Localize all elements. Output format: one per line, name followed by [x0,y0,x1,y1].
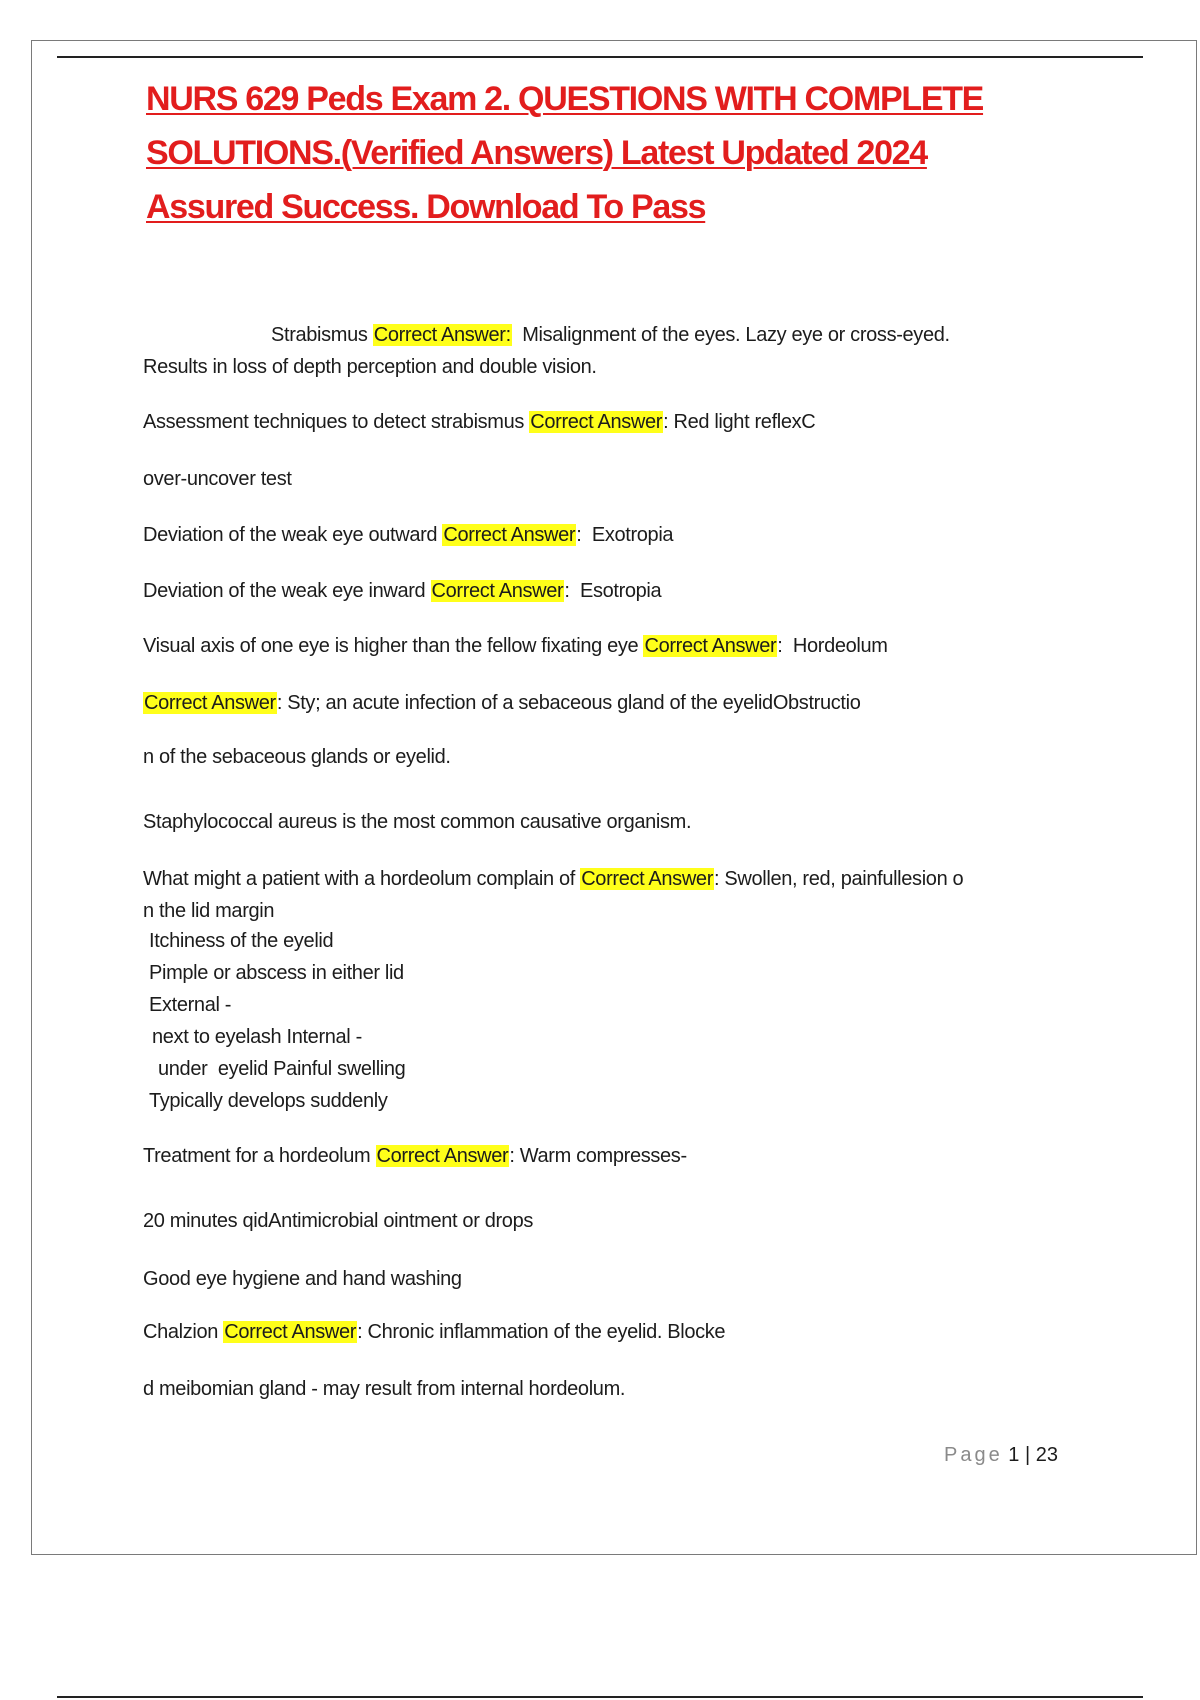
title-line-1: NURS 629 Peds Exam 2. QUESTIONS WITH COMPLETE [146,80,984,118]
question-treatment: Treatment for a hordeolum [143,1145,371,1167]
strabismus-line [271,320,950,350]
answer-exotropia: Exotropia [591,524,674,546]
question-exotropia: Deviation of the weak eye outward [143,524,438,546]
header-rule [57,56,1143,58]
sty-line [143,688,860,718]
esotropia-line: Deviation of the weak eye inward Correct Answer: Esotropia [143,580,662,602]
question-chalzion: Chalzion [143,1321,219,1343]
correct-answer-highlight: Correct Answer: [373,324,511,346]
page-label: Page [944,1444,1003,1466]
correct-answer-highlight: Correct Answer [224,1321,357,1343]
sty-line-2: n of the sebaceous glands or eyelid. [143,746,451,768]
answer-visual-axis: Hordeolum [792,635,888,657]
chalzion-line [143,1317,725,1347]
treatment-line-2: 20 minutes qidAntimicrobial ointment or drops [143,1210,534,1232]
correct-answer-highlight: Correct Answer [376,1145,509,1167]
answer-esotropia: Esotropia [579,580,662,602]
assessment-line-2: over-uncover test [143,468,292,490]
exotropia-line: Deviation of the weak eye outward Correct Answer: Exotropia [143,524,674,546]
question-visual-axis: Visual axis of one eye is higher than the fellow fixating eye [143,635,639,657]
visual-axis-line: Visual axis of one eye is higher than the fellow fixating eye Correct Answer: Hordeolum [143,635,888,657]
answer-sty: : Sty; an acute infection of a sebaceous gland of the eyelidObstructio [276,692,861,714]
chalzion-line-2: d meibomian gland - may result from internal hordeolum. [143,1378,626,1400]
correct-answer-highlight: Correct Answer [144,692,276,714]
question-assessment: Assessment techniques to detect strabismus [143,411,525,433]
correct-answer-highlight: Correct Answer [581,868,714,890]
correct-answer-highlight: Correct Answer [443,524,576,546]
answer-complain: : Swollen, red, painfullesion o [714,868,964,890]
document-title [146,72,1076,234]
answer-assessment: : Red light reflexC [663,411,816,433]
correct-answer-highlight: Correct Answer [431,580,564,602]
page-number: 1 [1008,1444,1020,1466]
term-strabismus: Strabismus [271,324,368,346]
treatment-line-3: Good eye hygiene and hand washing [143,1268,462,1290]
complain-detail-line: Pimple or abscess in either lid [149,962,404,984]
complain-detail-line: next to eyelash Internal - [152,1026,362,1048]
title-line-3: Assured Success. Download To Pass [146,188,706,226]
complain-line [143,864,963,894]
complain-detail-line: under eyelid Painful swelling [158,1058,406,1080]
answer-treatment: : Warm compresses- [509,1145,687,1167]
question-esotropia: Deviation of the weak eye inward [143,580,426,602]
complain-detail-line: External - [149,994,232,1016]
correct-answer-highlight: Correct Answer [530,411,663,433]
page-total: 23 [1035,1444,1058,1466]
assessment-line [143,407,815,437]
complain-detail-line: Typically develops suddenly [149,1090,388,1112]
treatment-line [143,1141,687,1171]
answer-strabismus: Misalignment of the eyes. Lazy eye or cross-eyed. [522,324,950,346]
title-line-2: SOLUTIONS.(Verified Answers) Latest Updated 2024 [146,134,927,172]
footer-rule [57,1696,1143,1698]
complain-detail-line: n the lid margin [143,900,275,922]
question-complain: What might a patient with a hordeolum complain of [143,868,575,890]
page-footer [944,1440,1058,1470]
staph-line: Staphylococcal aureus is the most common causative organism. [143,811,692,833]
correct-answer-highlight: Correct Answer [644,635,777,657]
answer-chalzion: : Chronic inflammation of the eyelid. Blocke [357,1321,726,1343]
strabismus-line-2: Results in loss of depth perception and double vision. [143,356,597,378]
complain-detail-line: Itchiness of the eyelid [149,930,334,952]
page-separator: | [1024,1444,1031,1466]
